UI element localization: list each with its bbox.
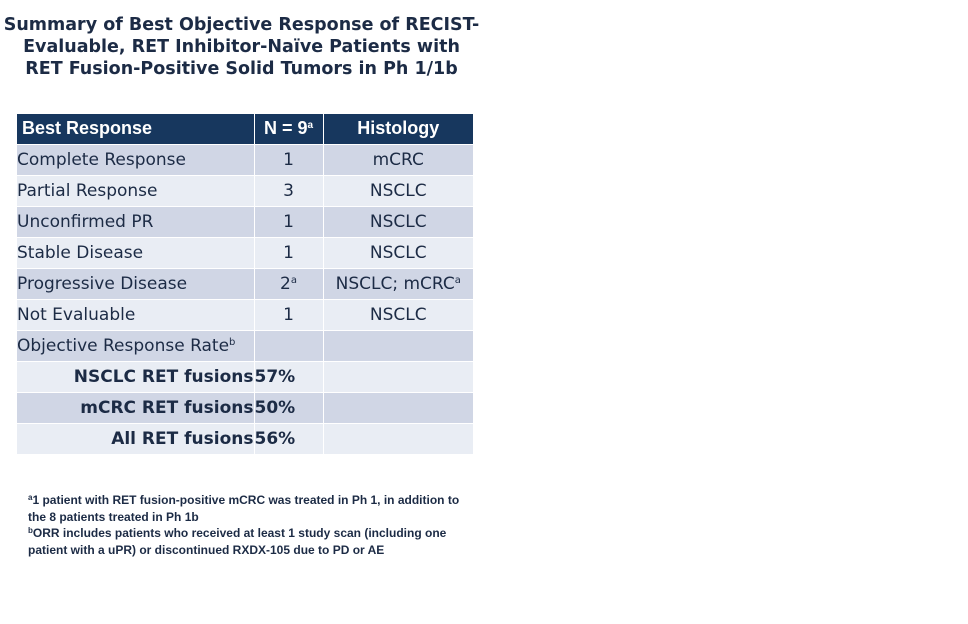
orr-sub-empty [323, 361, 473, 392]
row-histology [323, 144, 473, 175]
title-line-3: RET Fusion-Positive Solid Tumors in Ph 1/1b [25, 59, 458, 79]
orr-row [17, 330, 473, 361]
row-n-value: 3 [283, 180, 294, 201]
orr-sub-value: 57% [254, 361, 323, 392]
footnote-a [28, 492, 468, 525]
table-row [17, 268, 473, 299]
row-response: Complete Response [17, 144, 254, 175]
row-n [254, 206, 323, 237]
row-response: Partial Response [17, 175, 254, 206]
row-n [254, 237, 323, 268]
row-histology-value: NSCLC [369, 180, 427, 201]
orr-sub-label: NSCLC RET fusions [17, 361, 254, 392]
orr-sub-empty [323, 423, 473, 454]
title-line-2: Evaluable, RET Inhibitor-Naïve Patients with [23, 37, 460, 57]
table-row [17, 237, 473, 268]
row-n-value: 1 [283, 149, 294, 170]
row-histology-value: NSCLC [369, 242, 427, 263]
table-row [17, 175, 473, 206]
row-n-value: 1 [283, 242, 294, 263]
row-response: Stable Disease [17, 237, 254, 268]
orr-sub-label: mCRC RET fusions [17, 392, 254, 423]
row-histology [323, 206, 473, 237]
orr-sub-empty [323, 392, 473, 423]
footnote-b-text: ORR includes patients who received at least 1 study scan (including one patient with a uPR) or discontinued RXDX-105 due to PD or AE [28, 526, 447, 557]
footnote-b-marker: b [28, 526, 33, 535]
row-response: Unconfirmed PR [17, 206, 254, 237]
orr-sub-value: 56% [254, 423, 323, 454]
orr-sub-row [17, 361, 473, 392]
page-title [0, 14, 483, 80]
header-histology: Histology [323, 114, 473, 144]
row-histology-value: mCRC [372, 149, 424, 170]
footnotes [28, 492, 468, 558]
row-n [254, 268, 323, 299]
orr-superscript: b [229, 336, 236, 348]
row-histology-superscript: a [454, 274, 461, 286]
row-histology [323, 268, 473, 299]
header-n-superscript: a [307, 120, 314, 132]
row-histology-value: NSCLC [369, 304, 427, 325]
row-n [254, 175, 323, 206]
row-n [254, 299, 323, 330]
row-response: Progressive Disease [17, 268, 254, 299]
table-header-row [17, 114, 473, 144]
row-histology [323, 237, 473, 268]
table-row [17, 144, 473, 175]
table-row [17, 206, 473, 237]
row-n-value: 1 [283, 304, 294, 325]
orr-label-text: Objective Response Rate [17, 335, 230, 356]
header-n [254, 114, 323, 144]
footnote-a-text: 1 patient with RET fusion-positive mCRC was treated in Ph 1, in addition to the 8 patients treated in Ph 1b [28, 493, 460, 524]
row-response: Not Evaluable [17, 299, 254, 330]
orr-empty-n [254, 330, 323, 361]
orr-sub-value: 50% [254, 392, 323, 423]
row-histology [323, 175, 473, 206]
footnote-b [28, 525, 468, 558]
orr-label [17, 330, 254, 361]
orr-sub-row [17, 423, 473, 454]
row-n [254, 144, 323, 175]
header-best-response: Best Response [17, 114, 254, 144]
header-n-label: N = 9 [263, 118, 308, 139]
orr-sub-label: All RET fusions [17, 423, 254, 454]
table-row [17, 299, 473, 330]
footnote-a-marker: a [28, 493, 33, 502]
row-n-superscript: a [290, 274, 297, 286]
row-histology-value: NSCLC; mCRC [335, 273, 455, 294]
response-table [17, 114, 473, 455]
row-n-value: 2 [280, 273, 291, 294]
row-n-value: 1 [283, 211, 294, 232]
row-histology [323, 299, 473, 330]
row-histology-value: NSCLC [369, 211, 427, 232]
orr-sub-row [17, 392, 473, 423]
orr-empty-histology [323, 330, 473, 361]
title-line-1: Summary of Best Objective Response of RECIST- [3, 15, 480, 35]
